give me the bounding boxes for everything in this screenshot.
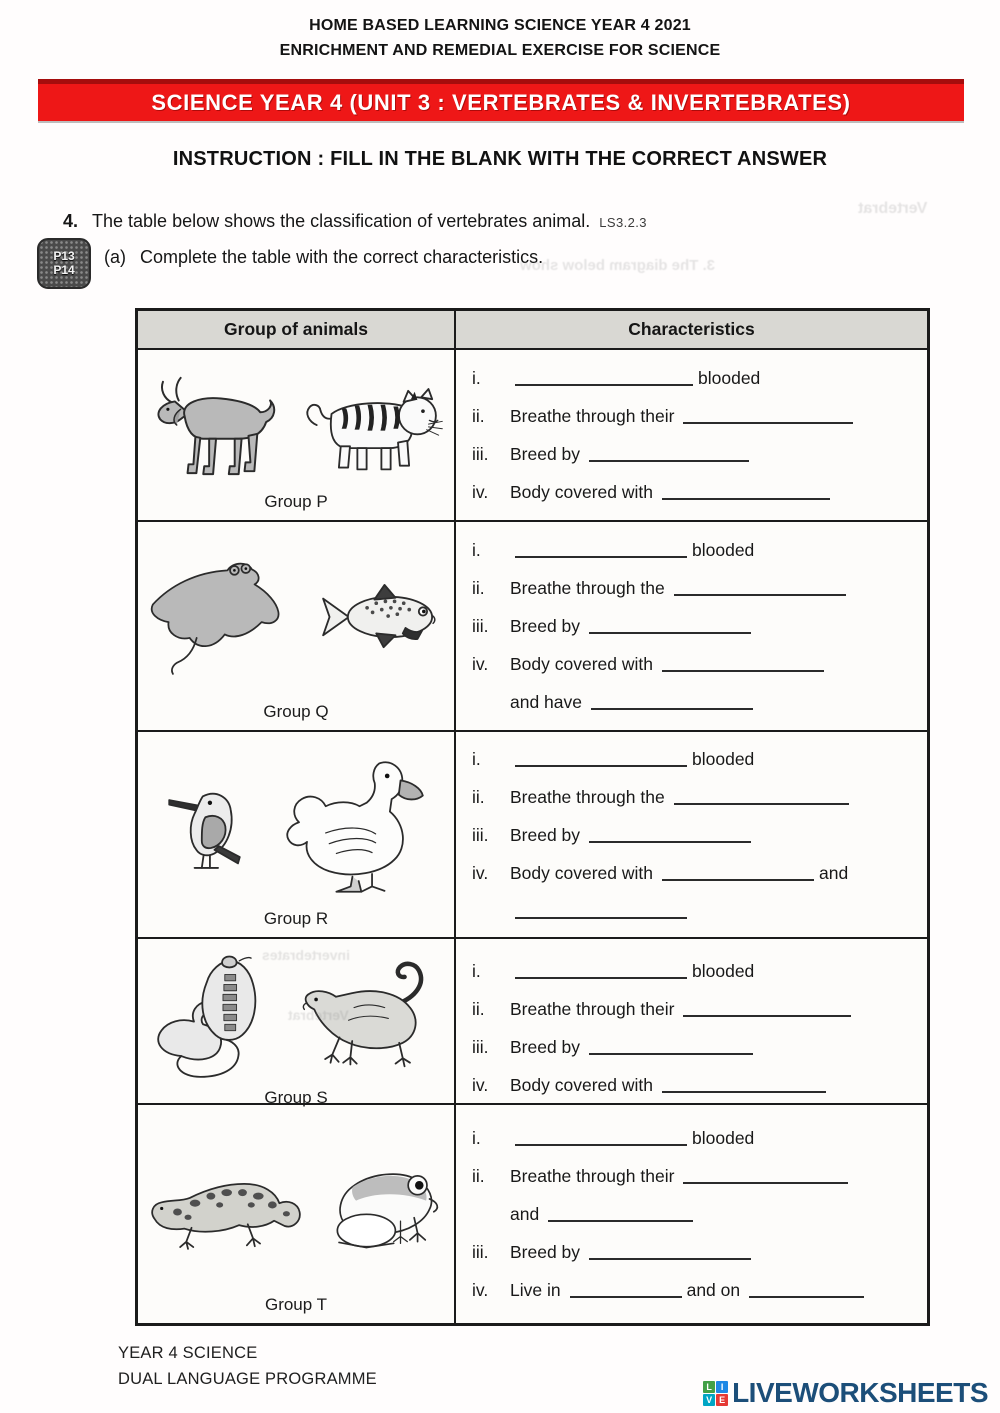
animal-group-cell [138, 939, 456, 1116]
characteristic-text: and on [686, 1280, 741, 1300]
characteristic-text: Body covered with [510, 654, 653, 674]
characteristic-line [472, 740, 915, 778]
characteristic-text: Body covered with [510, 1074, 653, 1095]
line-numeral: iii. [472, 824, 489, 845]
characteristic-text: and [510, 1204, 540, 1224]
classification-table [135, 308, 930, 1326]
characteristic-text: blooded [692, 960, 755, 981]
characteristic-line [472, 531, 915, 569]
bleed-through-text: Vertebrat [288, 1007, 349, 1023]
line-numeral: iii. [472, 444, 489, 464]
table-row [138, 522, 927, 732]
characteristic-text: Body covered with [510, 862, 653, 883]
characteristic-line [472, 569, 915, 607]
group-label: Group T [264, 1295, 328, 1314]
logo-square-l: L [703, 1381, 715, 1393]
line-numeral: ii. [472, 406, 485, 426]
group-label: Group Q [263, 702, 329, 721]
column-header-groups: Group of animals [138, 311, 456, 348]
characteristic-line [472, 359, 915, 397]
title-banner-text: SCIENCE YEAR 4 (UNIT 3 : VERTEBRATES & INVERTEBRATES) [151, 89, 851, 115]
answer-blank[interactable] [749, 1293, 864, 1298]
characteristics-cell [456, 522, 927, 730]
table-body [138, 350, 927, 1323]
line-numeral: iv. [472, 654, 489, 674]
characteristic-text: Live in [510, 1280, 561, 1300]
liveworksheets-logo-text: LIVEWORKSHEETS [732, 1377, 988, 1408]
characteristic-line [472, 816, 915, 854]
animal-group-cell [138, 522, 456, 730]
characteristic-line [472, 397, 915, 435]
characteristic-line [472, 778, 915, 816]
characteristic-text: Breathe through their [510, 998, 675, 1019]
answer-blank[interactable] [515, 553, 687, 558]
characteristic-text: Breed by [510, 1242, 581, 1262]
characteristic-line [472, 1233, 915, 1271]
answer-blank[interactable] [515, 974, 687, 979]
line-numeral: iv. [472, 1280, 489, 1300]
line-numeral: i. [472, 960, 481, 981]
characteristic-text: blooded [692, 540, 755, 560]
animal-group-cell [138, 1105, 456, 1323]
characteristic-text: Breathe through their [510, 406, 675, 426]
characteristic-line [472, 683, 915, 721]
bleed-through-text: invertebrates [262, 947, 350, 963]
question-part-line [104, 247, 543, 268]
animal-group-cell [138, 732, 456, 937]
logo-square-e: E [716, 1394, 728, 1406]
characteristic-line [472, 1271, 915, 1309]
title-banner [38, 79, 964, 123]
answer-blank[interactable] [674, 591, 846, 596]
answer-blank[interactable] [662, 876, 814, 881]
characteristic-line [472, 990, 915, 1028]
characteristic-line [472, 1066, 915, 1104]
characteristic-text: Breed by [510, 1036, 581, 1057]
answer-blank[interactable] [683, 1012, 851, 1017]
answer-blank[interactable] [515, 1141, 687, 1146]
instruction-text: INSTRUCTION : FILL IN THE BLANK WITH THE CORRECT ANSWER [172, 148, 828, 170]
question-line [63, 211, 647, 232]
table-row [138, 939, 927, 1105]
tiger-illustration [300, 377, 448, 474]
animal-group-cell [138, 350, 456, 520]
characteristic-line [472, 645, 915, 683]
line-numeral: ii. [472, 998, 485, 1019]
animal-illustrations [142, 358, 450, 492]
characteristic-line [472, 1028, 915, 1066]
characteristic-line [472, 435, 915, 473]
duck-illustration [274, 751, 430, 898]
answer-blank[interactable] [570, 1293, 682, 1298]
characteristic-line [472, 607, 915, 645]
characteristic-text: blooded [698, 368, 761, 388]
line-numeral: i. [472, 1128, 481, 1148]
animal-illustrations [142, 740, 450, 909]
answer-blank[interactable] [591, 705, 753, 710]
document-title-line1: HOME BASED LEARNING SCIENCE YEAR 4 2021 [309, 17, 691, 34]
answer-blank[interactable] [589, 1050, 753, 1055]
kingfisher-illustration [162, 770, 266, 879]
table-row [138, 732, 927, 939]
bleed-through-text: 3. The diagram below show [520, 257, 716, 274]
answer-blank[interactable] [662, 667, 824, 672]
page-ref-badge [37, 238, 91, 289]
liveworksheets-logo-icon [703, 1381, 728, 1406]
logo-square-i: I [716, 1381, 728, 1393]
characteristic-text: Breed by [510, 824, 581, 845]
group-label: Group S [264, 1088, 328, 1107]
characteristic-text: Breed by [510, 616, 581, 636]
characteristic-text: Breathe through the [510, 786, 665, 807]
characteristics-cell [456, 939, 927, 1116]
footer-line1: YEAR 4 SCIENCE [118, 1344, 258, 1362]
logo-square-v: V [703, 1394, 715, 1406]
table-row [138, 350, 927, 522]
question-text: The table below shows the classification of vertebrates animal. [92, 211, 591, 231]
characteristic-text: Breed by [510, 444, 581, 464]
salamander-illustration [142, 1154, 314, 1255]
question-number: 4. [63, 211, 79, 231]
curriculum-code: LS3.2.3 [599, 215, 647, 230]
cobra-illustration [145, 947, 281, 1088]
answer-blank[interactable] [683, 1179, 848, 1184]
question-part-label: (a) [104, 247, 126, 267]
animal-illustrations [142, 1113, 450, 1295]
line-numeral: iii. [472, 1242, 489, 1262]
characteristic-text: Body covered with [510, 482, 653, 502]
bleed-through-text: Vertebrat [858, 200, 928, 217]
answer-blank[interactable] [662, 1088, 826, 1093]
line-numeral: iii. [472, 616, 489, 636]
answer-blank[interactable] [589, 457, 749, 462]
column-header-characteristics: Characteristics [628, 319, 755, 339]
line-numeral: ii. [472, 786, 485, 807]
footer-line2: DUAL LANGUAGE PROGRAMME [118, 1370, 377, 1388]
line-numeral: iv. [472, 1074, 489, 1095]
line-numeral: i. [472, 368, 481, 388]
question-part-text: Complete the table with the correct characteristics. [140, 247, 544, 267]
liveworksheets-logo [703, 1377, 988, 1409]
table-header-row [138, 311, 927, 350]
goat-illustration [144, 369, 292, 482]
stingray-illustration [144, 550, 302, 682]
characteristic-line [472, 952, 915, 990]
line-numeral: iv. [472, 482, 489, 502]
frog-illustration [322, 1151, 450, 1258]
group-label: Group P [264, 492, 328, 511]
line-numeral: iii. [472, 1036, 489, 1057]
characteristic-line [472, 473, 915, 511]
page-ref-badge-line2: P14 [53, 262, 75, 277]
characteristic-line [472, 1157, 915, 1195]
answer-blank[interactable] [589, 629, 751, 634]
answer-blank[interactable] [589, 838, 751, 843]
characteristic-line [472, 1119, 915, 1157]
line-numeral: ii. [472, 1166, 485, 1186]
answer-blank[interactable] [515, 381, 693, 386]
answer-blank[interactable] [683, 419, 853, 424]
group-label: Group R [263, 909, 329, 928]
characteristic-text: Breathe through the [510, 578, 665, 598]
characteristic-text: blooded [692, 748, 755, 769]
characteristic-text: Breathe through their [510, 1166, 675, 1186]
answer-blank[interactable] [674, 800, 849, 805]
line-numeral: iv. [472, 862, 489, 883]
answer-blank[interactable] [589, 1255, 751, 1260]
document-title-line2: ENRICHMENT AND REMEDIAL EXERCISE FOR SCIENCE [279, 42, 721, 59]
characteristics-cell [456, 732, 927, 937]
characteristics-cell [456, 1105, 927, 1323]
animal-illustrations [142, 530, 450, 702]
characteristic-text: and have [510, 692, 583, 712]
characteristic-text: and [819, 862, 849, 883]
characteristic-line [472, 1195, 915, 1233]
answer-blank[interactable] [515, 914, 687, 919]
characteristic-text: blooded [692, 1128, 755, 1148]
page-ref-badge-line1: P13 [53, 248, 75, 263]
answer-blank[interactable] [515, 762, 687, 767]
line-numeral: ii. [472, 578, 485, 598]
characteristic-line [472, 854, 915, 892]
fish-illustration [310, 573, 448, 660]
answer-blank[interactable] [662, 495, 830, 500]
line-numeral: i. [472, 540, 481, 560]
characteristics-cell [456, 350, 927, 520]
table-row [138, 1105, 927, 1323]
answer-blank[interactable] [548, 1217, 693, 1222]
characteristic-line [472, 892, 915, 930]
line-numeral: i. [472, 748, 481, 769]
